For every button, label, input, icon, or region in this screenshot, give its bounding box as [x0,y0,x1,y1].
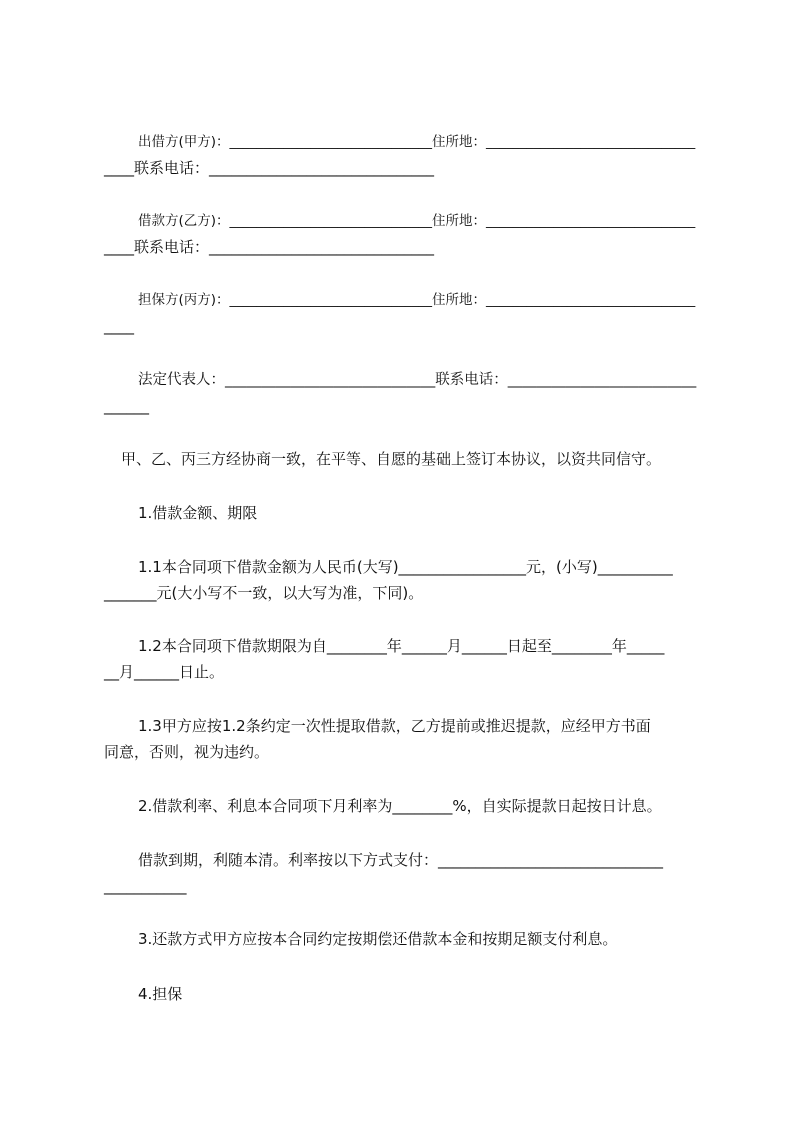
clause-1-2-line-2: __月______日止。 [104,663,225,681]
clause-1-3-line-2: 同意，否则，视为违约。 [104,743,270,761]
legal-rep-continuation-line: ______ [104,397,149,415]
interest-payment-line-1: 借款到期，利随本清。利率按以下方式支付：______________________________ [138,851,664,869]
borrower-party-line: 借款方(乙方)：______________________________住所地：_______________________________ [138,213,696,229]
section-3-line: 3.还款方式甲方应按本合同约定按期偿还借款本金和按期足额支付利息。 [138,930,618,948]
lender-party-line: 出借方(甲方)：______________________________住所地：_______________________________ [138,134,696,150]
lender-phone-line: ____联系电话：______________________________ [104,159,435,177]
interest-payment-line-2: ___________ [104,877,187,895]
guarantor-continuation-line: ____ [104,317,134,335]
preamble-paragraph: 甲、乙、丙三方经协商一致，在平等、自愿的基础上签订本协议，以资共同信守。 [121,450,662,468]
clause-1-1-line-1: 1.1本合同项下借款金额为人民币(大写)_________________元，(小写)__________ [138,558,673,576]
section-4-heading: 4.担保 [138,985,183,1003]
clause-1-3-line-1: 1.3甲方应按1.2条约定一次性提取借款，乙方提前或推迟提款，应经甲方书面 [138,717,651,735]
guarantor-party-line: 担保方(丙方)：______________________________住所地：_______________________________ [138,292,696,308]
legal-rep-line: 法定代表人：_____________________________联系电话：__________________________ [138,372,697,388]
clause-1-1-line-2: _______元(大小写不一致，以大写为准，下同)。 [104,584,424,602]
clause-1-2-line-1: 1.2本合同项下借款期限为自________年______月______日起至________年_____ [138,637,665,655]
section-2-line: 2.借款利率、利息本合同项下月利率为________%，自实际提款日起按日计息。 [138,797,662,815]
borrower-phone-line: ____联系电话：______________________________ [104,238,435,256]
section-1-heading: 1.借款金额、期限 [138,504,258,522]
